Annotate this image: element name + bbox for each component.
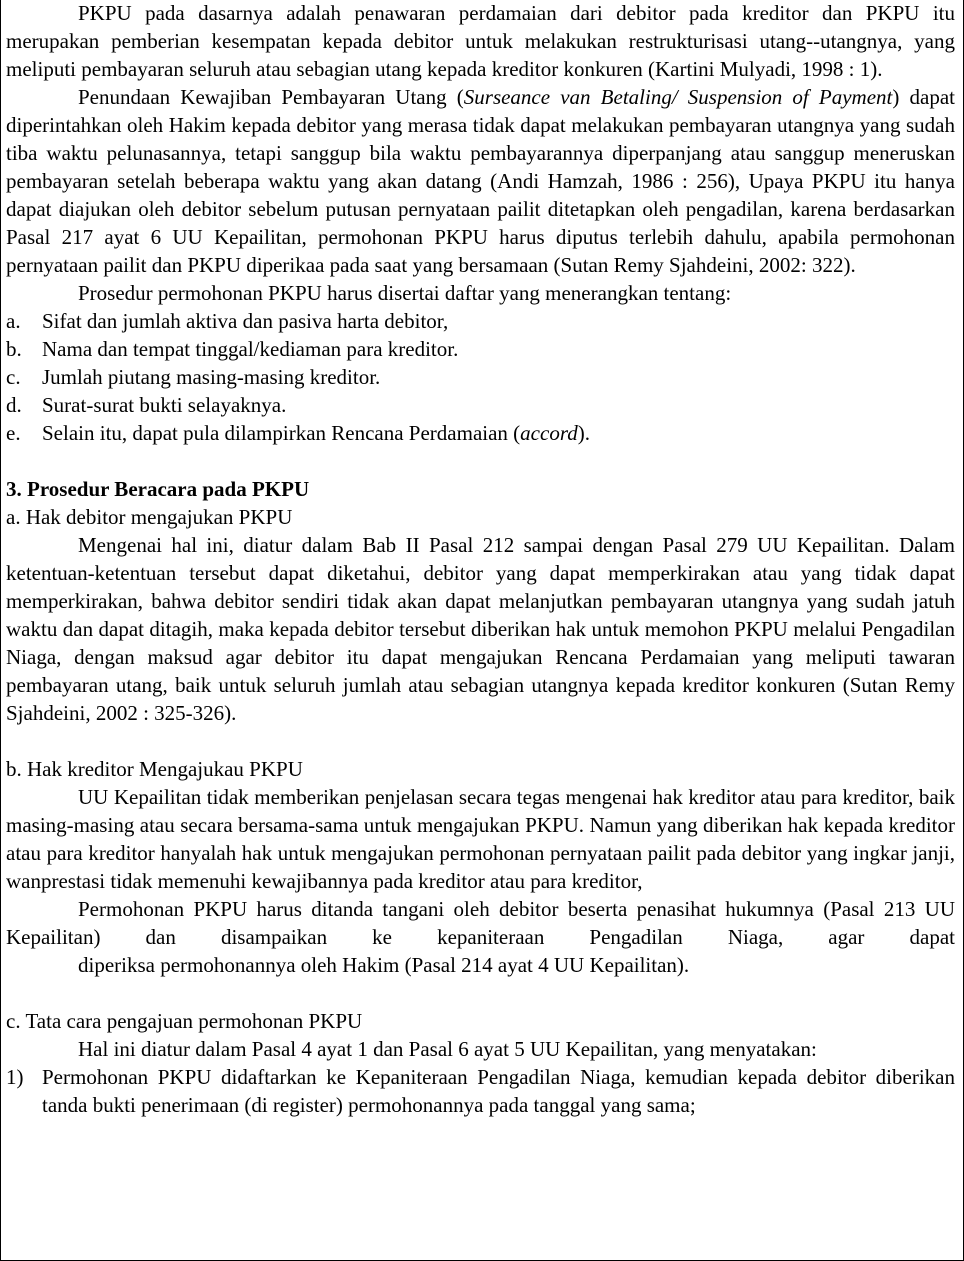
paragraph-pkpu-definition: PKPU pada dasarnya adalah penawaran perdamaian dari debitor pada kreditor dan PKPU itu merupakan pemberian kesempatan kepada debitor untuk melakukan restrukturisasi utang--utangnya, yang meliputi pembayaran seluruh atau sebagian utang kepada kreditor konkuren (Kartini Mulyadi, 1998 : 1). — [6, 1, 955, 81]
paragraph-pkpu-suspension-italic: Surseance van Betaling/ Suspension of Payment — [463, 85, 893, 109]
list-item-text-start: Selain itu, dapat pula dilampirkan Rencana Perdamaian ( — [42, 421, 521, 445]
list-item-text: Nama dan tempat tinggal/kediaman para kreditor. — [42, 337, 459, 361]
document-body — [6, 0, 955, 1119]
list-item — [6, 363, 955, 391]
paragraph-petition-signing: Permohonan PKPU harus ditanda tangani oleh debitor beserta penasihat hukumnya (Pasal 213 UU Kepailitan) dan disampaikan ke kepaniteraan Pengadilan Niaga, agar dapat — [6, 897, 955, 949]
list-item — [6, 391, 955, 419]
paragraph-procedure-intro: Prosedur permohonan PKPU harus disertai daftar yang menerangkan tentang: — [78, 281, 732, 305]
list-item-label: a. — [6, 309, 21, 333]
list-item — [6, 419, 955, 447]
paragraph-petition-signing-cont: diperiksa permohonannya oleh Hakim (Pasal 214 ayat 4 UU Kepailitan). — [78, 953, 690, 977]
list-item — [6, 335, 955, 363]
list-item-text: Surat-surat bukti selayaknya. — [42, 393, 287, 417]
list-item-text: Sifat dan jumlah aktiva dan pasiva harta debitor, — [42, 309, 449, 333]
list-item — [6, 1063, 955, 1119]
paragraph-creditor-rights: UU Kepailitan tidak memberikan penjelasan secara tegas mengenai hak kreditor atau para kreditor, baik masing-masing atau secara bersama-sama untuk mengajukan PKPU. Namun yang diberikan hak kepada kreditor atau para kreditor hanyalah hak untuk mengajukan permohonan pernyataan pailit pada debitor yang ingkar janji, wanprestasi tidak memenuhi kewajibannya pada kreditor atau para kreditor, — [6, 785, 955, 893]
list-item-text: Jumlah piutang masing-masing kreditor. — [42, 365, 381, 389]
list-item-label: e. — [6, 421, 21, 445]
list-item-label: 1) — [6, 1065, 24, 1089]
subsection-title-a: a. Hak debitor mengajukan PKPU — [6, 505, 293, 529]
spacer — [6, 979, 955, 1007]
spacer — [6, 727, 955, 755]
section-heading: 3. Prosedur Beracara pada PKPU — [6, 477, 310, 501]
list-item-text-end: ). — [577, 421, 590, 445]
paragraph-filing-rules: Hal ini diatur dalam Pasal 4 ayat 1 dan Pasal 6 ayat 5 UU Kepailitan, yang menyatakan: — [78, 1037, 817, 1061]
paragraph-pkpu-suspension-rest: ) dapat diperintahkan oleh Hakim kepada debitor yang merasa tidak dapat melakukan pembayaran utangnya yang sudah tiba waktu pelunasannya, tetapi sanggup bila waktu pembayarannya diperpanjang atau sanggup meneruskan pembayaran setelah beberapa waktu yang akan datang (Andi Hamzah, 1986 : 256), Upaya PKPU itu hanya dapat diajukan oleh debitor sebelum putusan pernyataan pailit ditetapkan oleh pengadilan, karena berdasarkan Pasal 217 ayat 6 UU Kepailitan, permohonan PKPU harus diputus terlebih dahulu, apabila permohonan pernyataan pailit dan PKPU diperikaa pada saat yang bersamaan (Sutan Remy Sjahdeini, 2002: 322). — [6, 85, 955, 277]
requirements-list — [6, 307, 955, 447]
paragraph-debtor-rights: Mengenai hal ini, diatur dalam Bab II Pasal 212 sampai dengan Pasal 279 UU Kepailitan. Dalam ketentuan-ketentuan tersebut dapat diketahui, debitor yang dapat memperkirakan atau yang tidak dapat memperkirakan, bahwa debitor sendiri tidak akan dapat melanjutkan pembayaran utangnya yang sudah jatuh waktu dan dapat ditagih, maka kepada debitor tersebut diberikan hak untuk memohon PKPU melalui Pengadilan Niaga, dengan maksud agar debitor itu dapat mengajukan Rencana Perdamaian yang meliputi tawaran pembayaran utang, baik untuk seluruh jumlah atau sebagian utangnya kepada kreditor konkuren (Sutan Remy Sjahdeini, 2002 : 325-326). — [6, 533, 955, 725]
list-item-text: Permohonan PKPU didaftarkan ke Kepaniteraan Pengadilan Niaga, kemudian kepada debitor diberikan tanda bukti penerimaan (di register) permohonannya pada tanggal yang sama; — [42, 1065, 955, 1117]
list-item-label: d. — [6, 393, 22, 417]
list-item — [6, 307, 955, 335]
list-item-text — [42, 419, 955, 447]
spacer — [6, 447, 955, 475]
paragraph-pkpu-suspension — [6, 83, 955, 279]
subsection-title-c: c. Tata cara pengajuan permohonan PKPU — [6, 1009, 363, 1033]
list-item-label: b. — [6, 337, 22, 361]
list-item-label: c. — [6, 365, 21, 389]
subsection-title-b: b. Hak kreditor Mengajukau PKPU — [6, 757, 303, 781]
paragraph-pkpu-suspension-start: Penundaan Kewajiban Pembayaran Utang ( — [78, 85, 464, 109]
list-item-text-italic: accord — [520, 421, 578, 445]
